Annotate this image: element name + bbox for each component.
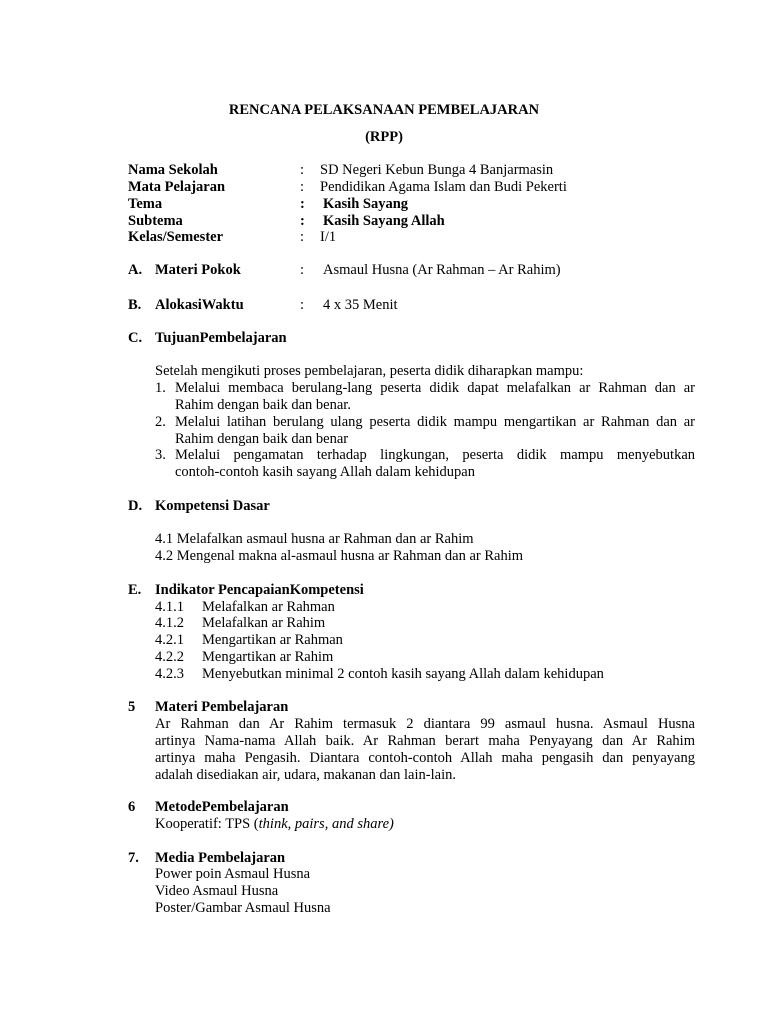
info-value-school: SD Negeri Kebun Bunga 4 Banjarmasin (320, 162, 554, 178)
material-line: artinya Nama-nama Allah baik. Ar Rahman berart maha Penyayang dan Ar Rahim (155, 733, 695, 749)
info-label-subtheme: Subtema (128, 213, 183, 229)
section-b-title: AlokasiWaktu (155, 297, 244, 313)
section-e-title: Indikator PencapaianKompetensi (155, 582, 364, 598)
section-6-title: MetodePembelajaran (155, 799, 289, 815)
indicator-text: Mengartikan ar Rahim (202, 649, 334, 665)
objective-number: 1. (155, 380, 166, 396)
section-7-marker: 7. (128, 850, 139, 866)
method-text-italic: think, pairs, and share) (258, 816, 394, 832)
info-sep: : (300, 229, 305, 245)
section-c-intro: Setelah mengikuti proses pembelajaran, peserta didik diharapkan mampu: (155, 363, 584, 379)
objective-number: 2. (155, 414, 166, 430)
method-text (155, 816, 394, 833)
indicator-text: Melafalkan ar Rahim (202, 615, 326, 631)
material-line: adalah disediakan air, udara, makanan dan lain-lain. (155, 767, 456, 783)
section-5-marker: 5 (128, 699, 136, 715)
objective-line: Melalui latihan berulang ulang peserta didik mampu mengartikan ar Rahman dan ar (175, 414, 695, 430)
indicator-number: 4.2.1 (155, 632, 184, 648)
info-value-class: I/1 (320, 229, 337, 245)
indicator-text: Melafalkan ar Rahman (202, 599, 335, 615)
indicator-number: 4.2.2 (155, 649, 184, 665)
info-label-class: Kelas/Semester (128, 229, 224, 245)
objective-line: contoh-contoh kasih sayang Allah dalam kehidupan (175, 464, 475, 480)
document-title: RENCANA PELAKSANAAN PEMBELAJARAN (228, 102, 540, 118)
section-e-marker: E. (128, 582, 142, 598)
section-b-value: 4 x 35 Menit (323, 297, 398, 313)
info-value-theme: Kasih Sayang (323, 196, 409, 212)
section-a-marker: A. (128, 262, 143, 278)
method-text-prefix: Kooperatif: TPS ( (155, 816, 259, 832)
info-label-school: Nama Sekolah (128, 162, 218, 178)
competency-item: 4.2 Mengenal makna al-asmaul husna ar Rahman dan ar Rahim (155, 548, 524, 564)
section-a-title: Materi Pokok (155, 262, 241, 278)
info-value-subject: Pendidikan Agama Islam dan Budi Pekerti (320, 179, 567, 195)
section-c-title: TujuanPembelajaran (155, 330, 287, 346)
section-6-marker: 6 (128, 799, 136, 815)
info-sep: : (300, 162, 305, 178)
section-5-title: Materi Pembelajaran (155, 699, 289, 715)
material-line: artinya maha Pengasih. Diantara contoh-contoh Allah maha pengasih dan penyayang (155, 750, 695, 766)
section-c-marker: C. (128, 330, 143, 346)
section-d-title: Kompetensi Dasar (155, 498, 270, 514)
objective-line: Melalui pengamatan terhadap lingkungan, peserta didik mampu menyebutkan (175, 447, 695, 463)
section-7-title: Media Pembelajaran (155, 850, 286, 866)
media-item: Power poin Asmaul Husna (155, 866, 311, 882)
info-value-subtheme: Kasih Sayang Allah (323, 213, 445, 229)
section-a-sep: : (300, 262, 305, 278)
competency-item: 4.1 Melafalkan asmaul husna ar Rahman dan ar Rahim (155, 531, 474, 547)
info-sep: : (300, 196, 305, 212)
info-label-subject: Mata Pelajaran (128, 179, 226, 195)
info-label-theme: Tema (128, 196, 163, 212)
media-item: Video Asmaul Husna (155, 883, 279, 899)
section-b-marker: B. (128, 297, 142, 313)
indicator-number: 4.1.1 (155, 599, 184, 615)
indicator-text: Menyebutkan minimal 2 contoh kasih sayang Allah dalam kehidupan (202, 666, 604, 682)
material-line: Ar Rahman dan Ar Rahim termasuk 2 diantara 99 asmaul husna. Asmaul Husna (155, 716, 695, 732)
indicator-number: 4.1.2 (155, 615, 184, 631)
objective-line: Rahim dengan baik dan benar (175, 431, 349, 447)
objective-number: 3. (155, 447, 166, 463)
indicator-text: Mengartikan ar Rahman (202, 632, 343, 648)
section-d-marker: D. (128, 498, 143, 514)
objective-line: Rahim dengan baik dan benar. (175, 397, 351, 413)
info-sep: : (300, 179, 305, 195)
info-sep: : (300, 213, 305, 229)
section-a-value: Asmaul Husna (Ar Rahman – Ar Rahim) (323, 262, 561, 278)
document-subtitle: (RPP) (365, 129, 403, 145)
indicator-number: 4.2.3 (155, 666, 184, 682)
media-item: Poster/Gambar Asmaul Husna (155, 900, 331, 916)
section-b-sep: : (300, 297, 305, 313)
objective-line: Melalui membaca berulang-lang peserta didik dapat melafalkan ar Rahman dan ar (175, 380, 695, 396)
